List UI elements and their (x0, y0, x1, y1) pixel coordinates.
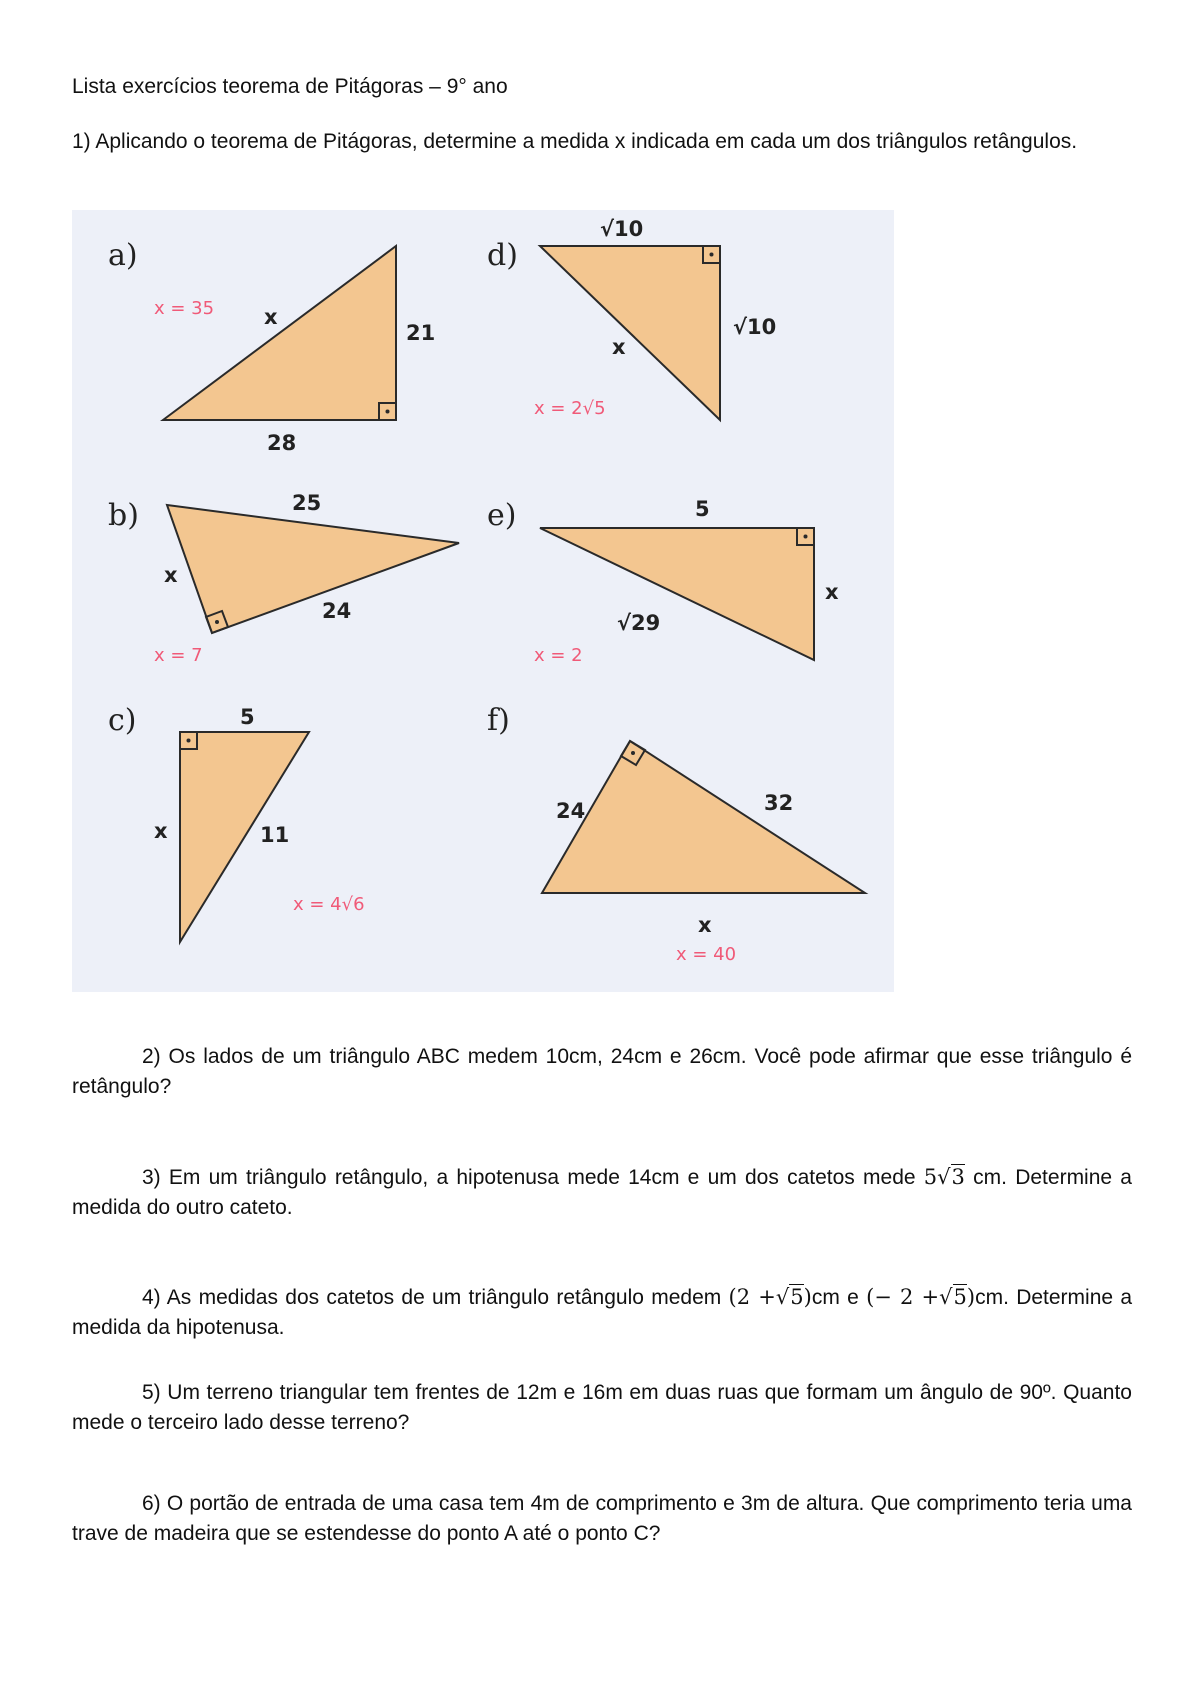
question-3-after: cm. Determine a medida do outro cateto. (72, 1166, 1132, 1219)
triangle-c-left-leg: x (154, 819, 168, 843)
triangle-a-leg-horizontal: 28 (267, 431, 297, 455)
question-3-before: 3) Em um triângulo retângulo, a hipotenusa mede 14cm e um dos catetos mede (142, 1166, 924, 1189)
question-4-measure-1: (2 +√5) (728, 1285, 812, 1309)
question-3-radicand: 3 (951, 1165, 965, 1189)
triangle-d-hypotenuse: x (612, 335, 626, 359)
part-f-label: f) (487, 703, 510, 738)
triangle-d-top-leg: √10 (600, 217, 644, 241)
part-e-label: e) (487, 498, 517, 533)
triangle-b-leg-short: x (164, 563, 178, 587)
triangle-f-leg-right: 32 (764, 791, 794, 815)
triangles-figure (72, 210, 894, 992)
triangle-e-hypotenuse: √29 (617, 611, 661, 635)
question-6-text: 6) O portão de entrada de uma casa tem 4m de comprimento e 3m de altura. Que comprimento teria uma trave de madeira que se estendesse do ponto A até o ponto C? (72, 1492, 1132, 1545)
question-2-text: 2) Os lados de um triângulo ABC medem 10cm, 24cm e 26cm. Você pode afirmar que esse triângulo é retângulo? (72, 1045, 1132, 1098)
part-a-label: a) (108, 238, 138, 273)
triangle-b-leg-long: 24 (322, 599, 352, 623)
triangle-f-hypotenuse: x (698, 913, 712, 937)
triangle-f-answer: x = 40 (676, 944, 737, 965)
triangle-a-answer: x = 35 (154, 298, 215, 319)
question-3-text (72, 1162, 1132, 1223)
question-4-after: cm. Determine a medida da hipotenusa. (72, 1286, 1133, 1339)
part-b-label: b) (108, 498, 139, 533)
triangle-e-answer: x = 2 (534, 645, 583, 666)
question-4-mid: cm e (811, 1286, 867, 1309)
question-4-text (72, 1282, 1132, 1343)
triangle-c-top-leg: 5 (240, 705, 255, 729)
triangle-b-hypotenuse: 25 (292, 491, 322, 515)
triangle-d-right-leg: √10 (733, 315, 777, 339)
triangle-b-answer: x = 7 (154, 645, 203, 666)
question-5-text: 5) Um terreno triangular tem frentes de 12m e 16m em duas ruas que formam um ângulo de 90º. Quanto mede o terceiro lado desse terreno? (72, 1381, 1132, 1434)
question-1-text: 1) Aplicando o teorema de Pitágoras, determine a medida x indicada em cada um dos triângulos retângulos. (72, 130, 1078, 153)
part-d-label: d) (487, 238, 518, 273)
triangle-f-leg-left: 24 (556, 799, 586, 823)
triangle-c-hypotenuse: 11 (260, 823, 290, 847)
part-c-label: c) (108, 703, 137, 738)
triangle-e-top-leg: 5 (695, 497, 710, 521)
question-3-math: 5√3 (923, 1165, 965, 1189)
triangle-c-answer: x = 4√6 (293, 894, 365, 915)
triangle-a-hypotenuse: x (264, 305, 278, 329)
question-3-coefficient: 5 (923, 1165, 938, 1189)
worksheet-title: Lista exercícios teorema de Pitágoras – 9° ano (72, 75, 508, 98)
triangle-a-leg-vertical: 21 (406, 321, 436, 345)
question-4-before: 4) As medidas dos catetos de um triângulo retângulo medem (142, 1286, 729, 1309)
triangle-e-right-leg: x (825, 580, 839, 604)
question-4-measure-2: (− 2 +√5) (866, 1285, 976, 1309)
triangle-d-answer: x = 2√5 (534, 398, 606, 419)
